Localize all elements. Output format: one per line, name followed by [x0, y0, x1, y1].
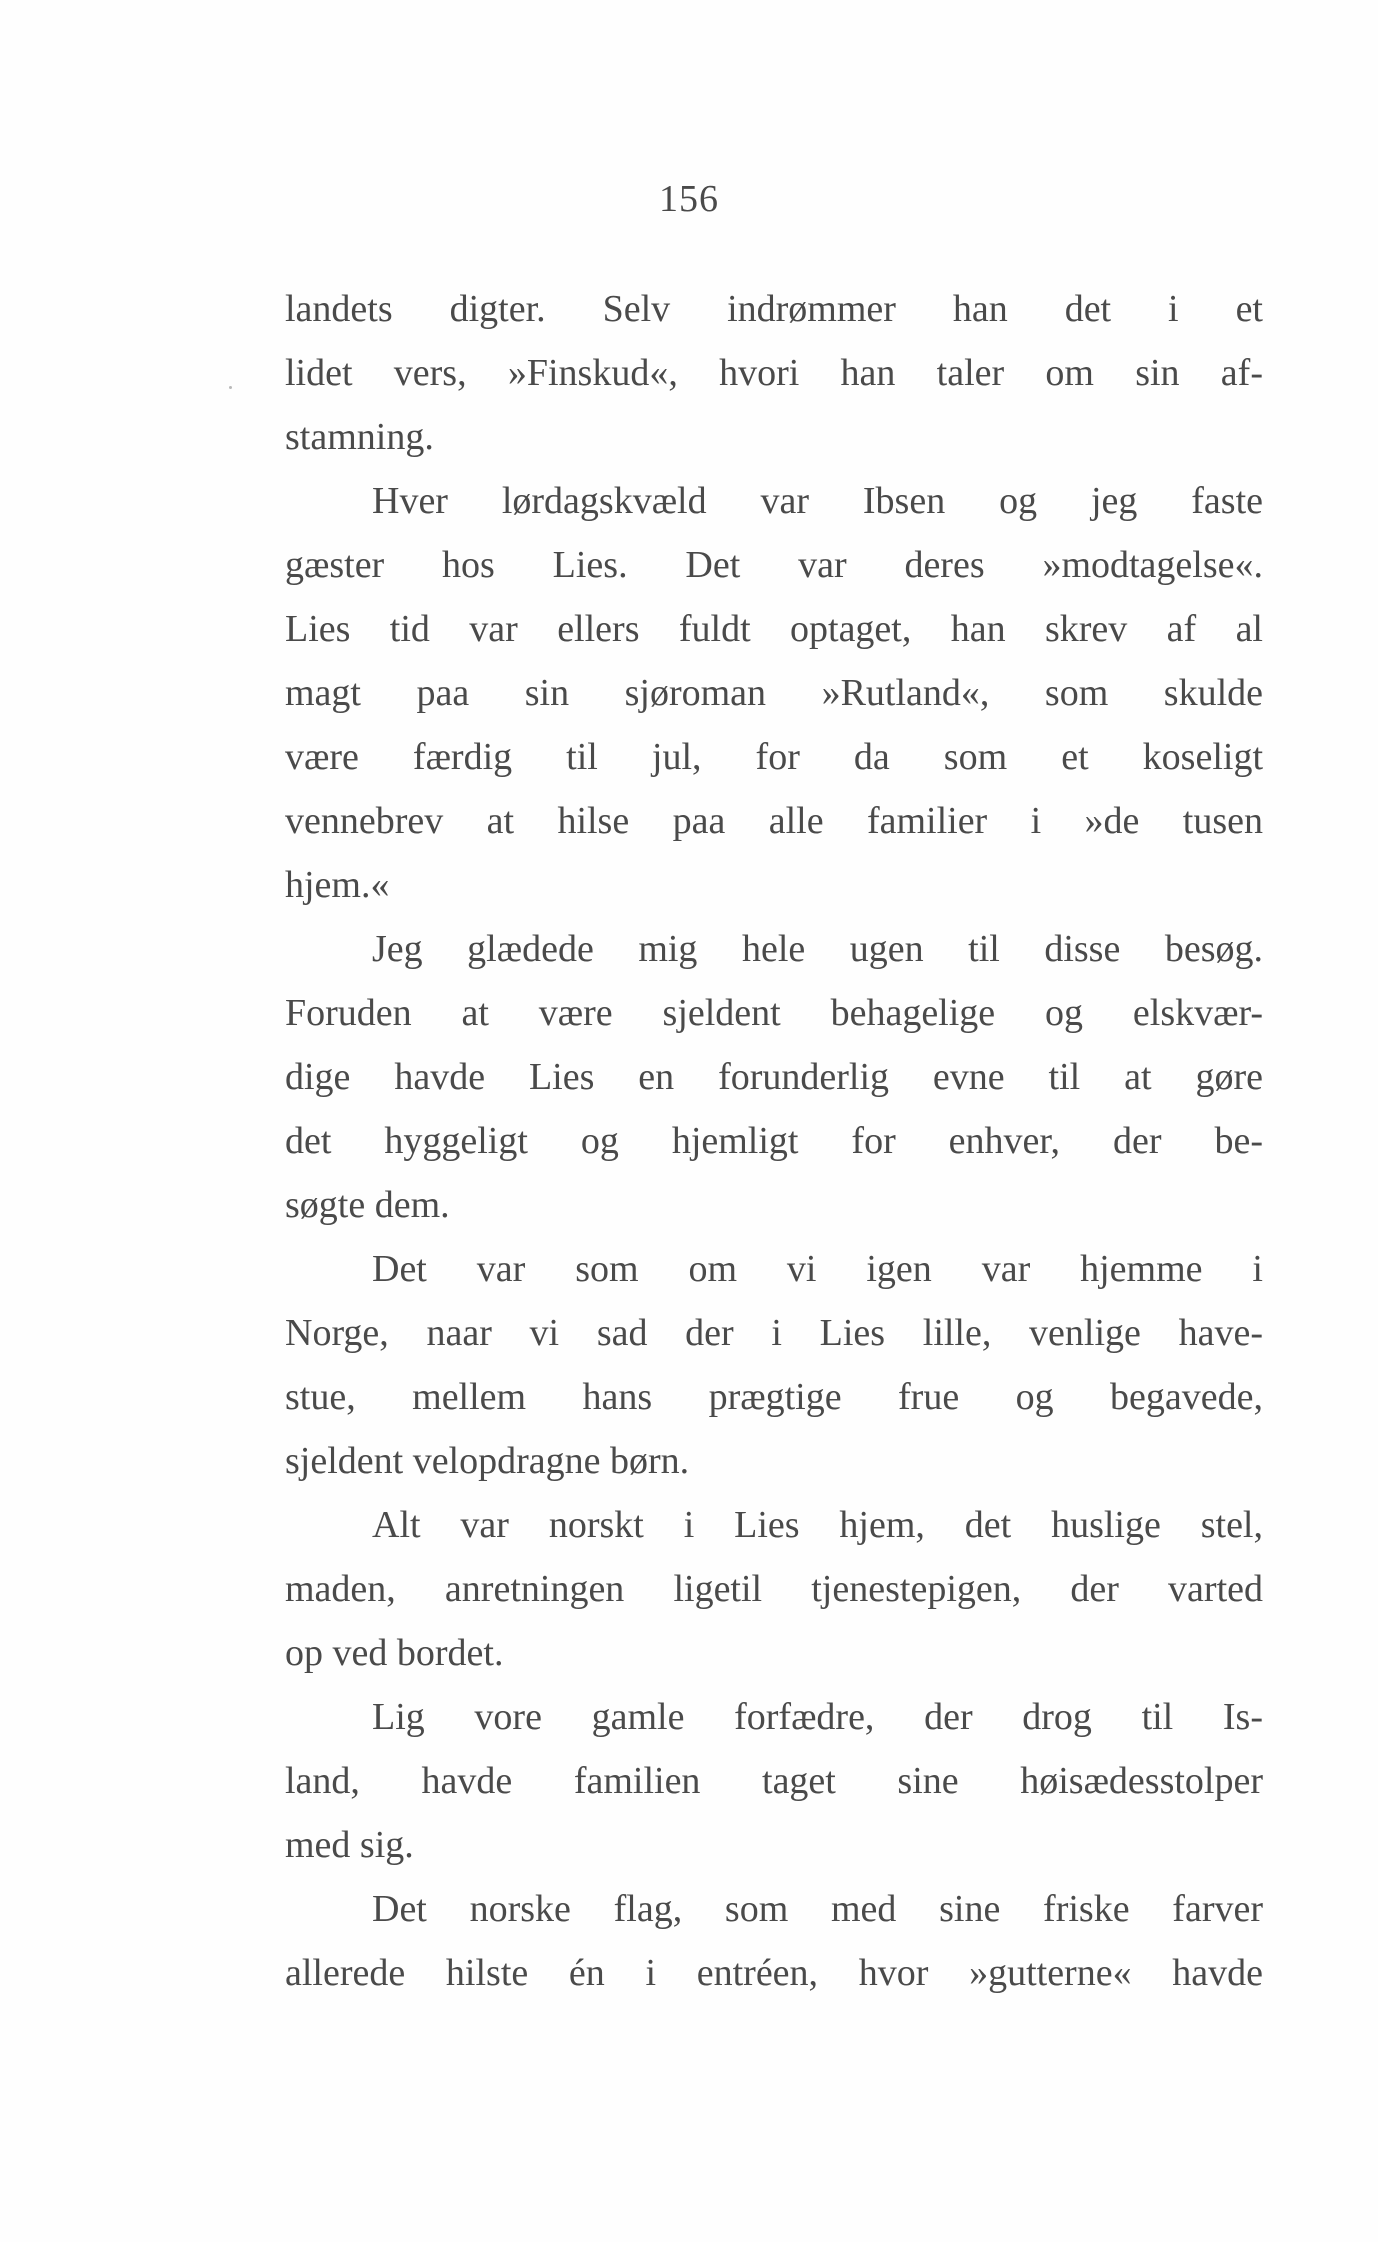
text-line: magt paa sin sjøroman »Rutland«, som skulde: [285, 672, 1263, 714]
text-line: Alt var norskt i Lies hjem, det huslige stel,: [372, 1504, 1263, 1546]
text-line: med sig.: [285, 1824, 414, 1866]
text-line: dige havde Lies en forunderlig evne til at gøre: [285, 1056, 1263, 1098]
text-line: Det norske flag, som med sine friske farver: [372, 1888, 1263, 1930]
text-line: landets digter. Selv indrømmer han det i et: [285, 288, 1263, 330]
text-line: maden, anretningen ligetil tjenestepigen, der varted: [285, 1568, 1263, 1610]
text-line: søgte dem.: [285, 1184, 450, 1226]
text-line: Lig vore gamle forfædre, der drog til Is-: [372, 1696, 1263, 1738]
text-line: Jeg glædede mig hele ugen til disse besøg.: [372, 928, 1263, 970]
text-line: Norge, naar vi sad der i Lies lille, venlige have-: [285, 1312, 1263, 1354]
paper-speck: [229, 386, 232, 389]
text-line: Lies tid var ellers fuldt optaget, han skrev af al: [285, 608, 1263, 650]
page-number: 156: [659, 178, 719, 220]
text-line: Hver lørdagskvæld var Ibsen og jeg faste: [372, 480, 1263, 522]
text-line: gæster hos Lies. Det var deres »modtagelse«.: [285, 544, 1263, 586]
body-text: [285, 277, 1263, 2005]
text-line: allerede hilste én i entréen, hvor »gutterne« havde: [285, 1952, 1263, 1994]
text-line: hjem.«: [285, 864, 390, 906]
text-line: lidet vers, »Finskud«, hvori han taler om sin af-: [285, 352, 1263, 394]
text-line: Foruden at være sjeldent behagelige og elskvær-: [285, 992, 1263, 1034]
text-line: det hyggeligt og hjemligt for enhver, der be-: [285, 1120, 1263, 1162]
text-line: stue, mellem hans prægtige frue og begavede,: [285, 1376, 1263, 1418]
text-line: Det var som om vi igen var hjemme i: [372, 1248, 1263, 1290]
text-line: land, havde familien taget sine høisædesstolper: [285, 1760, 1263, 1802]
text-line: være færdig til jul, for da som et koseligt: [285, 736, 1263, 778]
text-line: vennebrev at hilse paa alle familier i »de tusen: [285, 800, 1263, 842]
text-line: op ved bordet.: [285, 1632, 504, 1674]
text-line: stamning.: [285, 416, 434, 458]
text-line: sjeldent velopdragne børn.: [285, 1440, 690, 1482]
